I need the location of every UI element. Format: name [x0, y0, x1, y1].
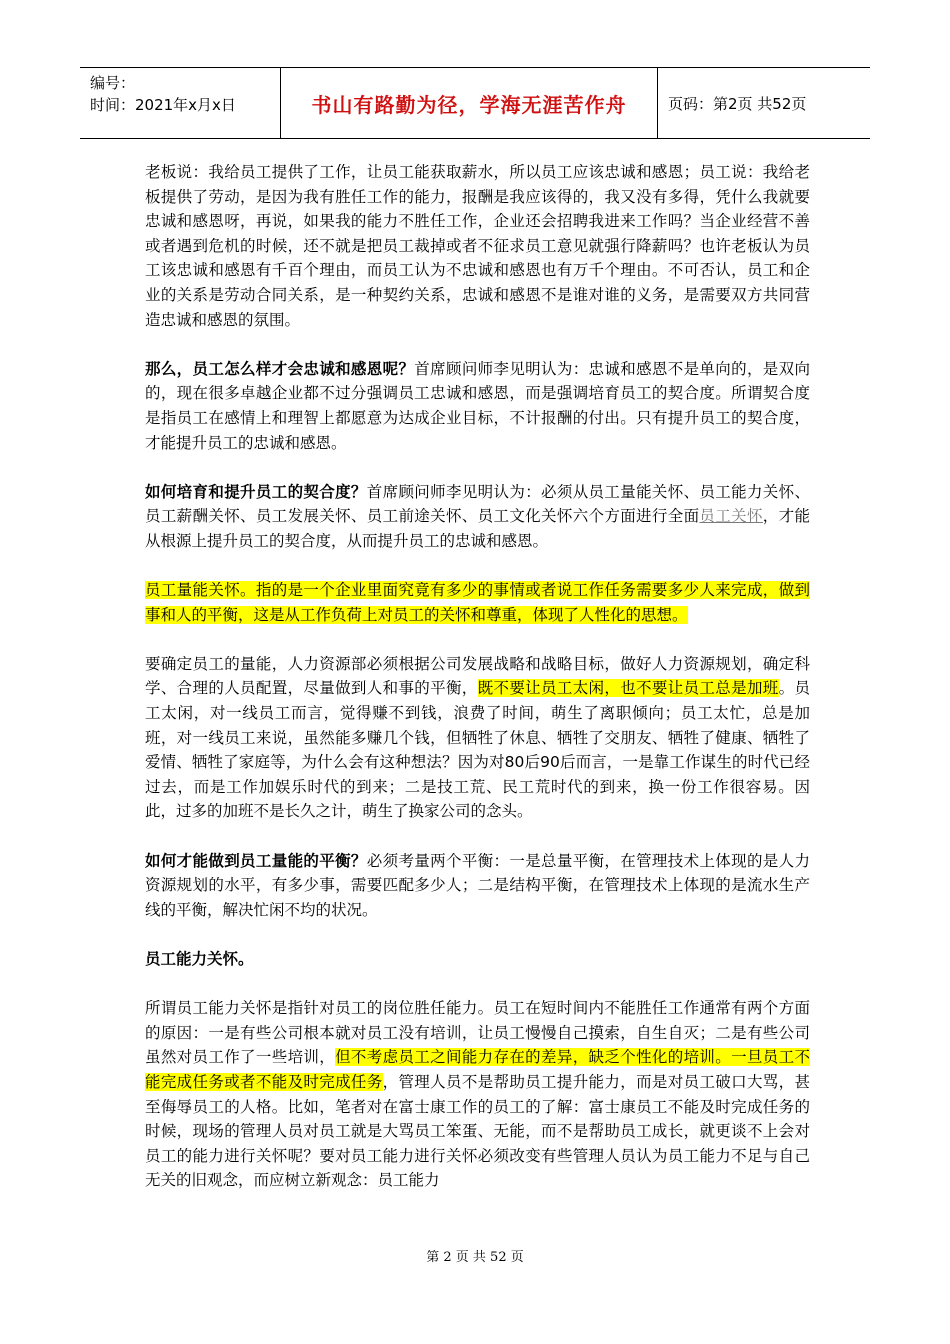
highlighted-text-run: 员工量能关怀。指的是一个企业里面究竟有多少的事情或者说工作任务需要多少人来完成，做到事和人的平衡，这是从工作负荷上对员工的关怀和尊重，体现了人性化的思想。 — [145, 581, 810, 624]
bold-heading-run: 如何才能做到员工量能的平衡？ — [145, 851, 367, 870]
paragraph — [145, 652, 810, 824]
document-body — [145, 160, 810, 1218]
text-run: 所谓员工能力关怀是指针对员工的岗位胜任能力。员工在短时间内不能胜任工作通常有两个方面的原因：一是有些公司根本就对员工没有培训，让员工慢慢自己摸索，自生自灭；二是有些公司虽然对员工作了一些培训， — [145, 999, 810, 1067]
text-run: 要确定员工的量能，人力资源部必须根据公司发展战略和战略目标，做好人力资源规划，确定科学、合理的人员配置，尽量做到人和事的平衡， — [145, 654, 810, 698]
document-number-label: 编号： — [90, 74, 136, 92]
header-meta — [80, 68, 280, 138]
header-motto: 书山有路勤为径，学海无涯苦作舟 — [311, 92, 627, 117]
paragraph — [145, 480, 810, 554]
highlighted-text-run: 既不要让员工太闲，也不要让员工总是加班 — [477, 679, 779, 698]
text-run: 首席顾问师李见明认为：忠诚和感恩不是单向的，是双向的，现在很多卓越企业都不过分强调员工忠诚和感恩，而是强调培育员工的契合度。所谓契合度是指员工在感情上和理智上都愿意为达成企业目标，不计报酬的付出。只有提升员工的契合度，才能提升员工的忠诚和感恩。 — [145, 359, 810, 452]
paragraph — [145, 849, 810, 923]
highlighted-text-run: 但不考虑员工之间能力存在的差异，缺乏个性化的培训。一旦员工不能完成任务或者不能及时完成任务 — [145, 1048, 810, 1091]
employee-care-link[interactable]: 员工关怀 — [699, 507, 763, 526]
header-page-cell — [658, 68, 870, 138]
paragraph — [145, 947, 810, 972]
paragraph — [145, 996, 810, 1193]
text-run: 老板说：我给员工提供了工作，让员工能获取薪水，所以员工应该忠诚和感恩；员工说：我给老板提供了劳动，是因为我有胜任工作的能力，报酬是我应该得的，我又没有多得，凭什么我就要忠诚和感恩呀，再说，如果我的能力不胜任工作，企业还会招聘我进来工作吗？当企业经营不善或者遇到危机的时候，还不就是把员工裁掉或者不征求员工意见就强行降薪吗？也许老板认为员工该忠诚和感恩有千百个理由，而员工认为不忠诚和感恩也有万千个理由。不可否认，员工和企业的关系是劳动合同关系，是一种契约关系，忠诚和感恩不是谁对谁的义务，是需要双方共同营造忠诚和感恩的氛围。 — [145, 163, 810, 329]
text-run: 。员工太闲，对一线员工而言，觉得赚不到钱，浪费了时间，萌生了离职倾向；员工太忙，总是加班，对一线员工来说，虽然能多赚几个钱，但牺牲了休息、牺牲了交朋友、牺牲了健康、牺牲了爱情、牺牲了家庭等，为什么会有这种想法？因为对80后90后而言，一是靠工作谋生的时代已经过去，而是工作加娱乐时代的到来；二是技工荒、民工荒时代的到来，换一份工作很容易。因此，过多的加班不是长久之计，萌生了换家公司的念头。 — [145, 679, 810, 821]
text-run: ，才能从根源上提升员工的契合度，从而提升员工的忠诚和感恩。 — [145, 507, 810, 550]
header-table — [80, 67, 870, 139]
document-date-label: 时间：2021年x月x日 — [90, 96, 236, 114]
paragraph — [145, 578, 810, 627]
bold-heading-run: 那么，员工怎么样才会忠诚和感恩呢？ — [145, 359, 415, 378]
text-run: ，管理人员不是帮助员工提升能力，而是对员工破口大骂，甚至侮辱员工的人格。比如，笔者对在富士康工作的员工的了解：富士康员工不能及时完成任务的时候，现场的管理人员对员工就是大骂员工笨蛋、无能，而不是帮助员工成长，就更谈不上会对员工的能力进行关怀呢？要对员工能力进行关怀必须改变有些管理人员认为员工能力不足与自己无关的旧观念，而应树立新观念：员工能力 — [145, 1072, 810, 1190]
bold-heading-run: 员工能力关怀。 — [145, 950, 254, 968]
paragraph — [145, 160, 810, 332]
header-page-label: 页码：第2页 共52页 — [668, 94, 807, 113]
text-run: 必须考量两个平衡：一是总量平衡，在管理技术上体现的是人力资源规划的水平，有多少事，需要匹配多少人；二是结构平衡，在管理技术上体现的是流水生产线的平衡，解决忙闲不均的状况。 — [145, 851, 810, 919]
text-run: 首席顾问师李见明认为：必须从员工量能关怀、员工能力关怀、员工薪酬关怀、员工发展关怀、员工前途关怀、员工文化关怀六个方面进行全面 — [145, 482, 810, 526]
header-motto-cell — [280, 68, 658, 138]
page-footer: 第 2 页 共 52 页 — [426, 1250, 524, 1265]
bold-heading-run: 如何培育和提升员工的契合度？ — [145, 482, 367, 501]
paragraph — [145, 357, 810, 455]
